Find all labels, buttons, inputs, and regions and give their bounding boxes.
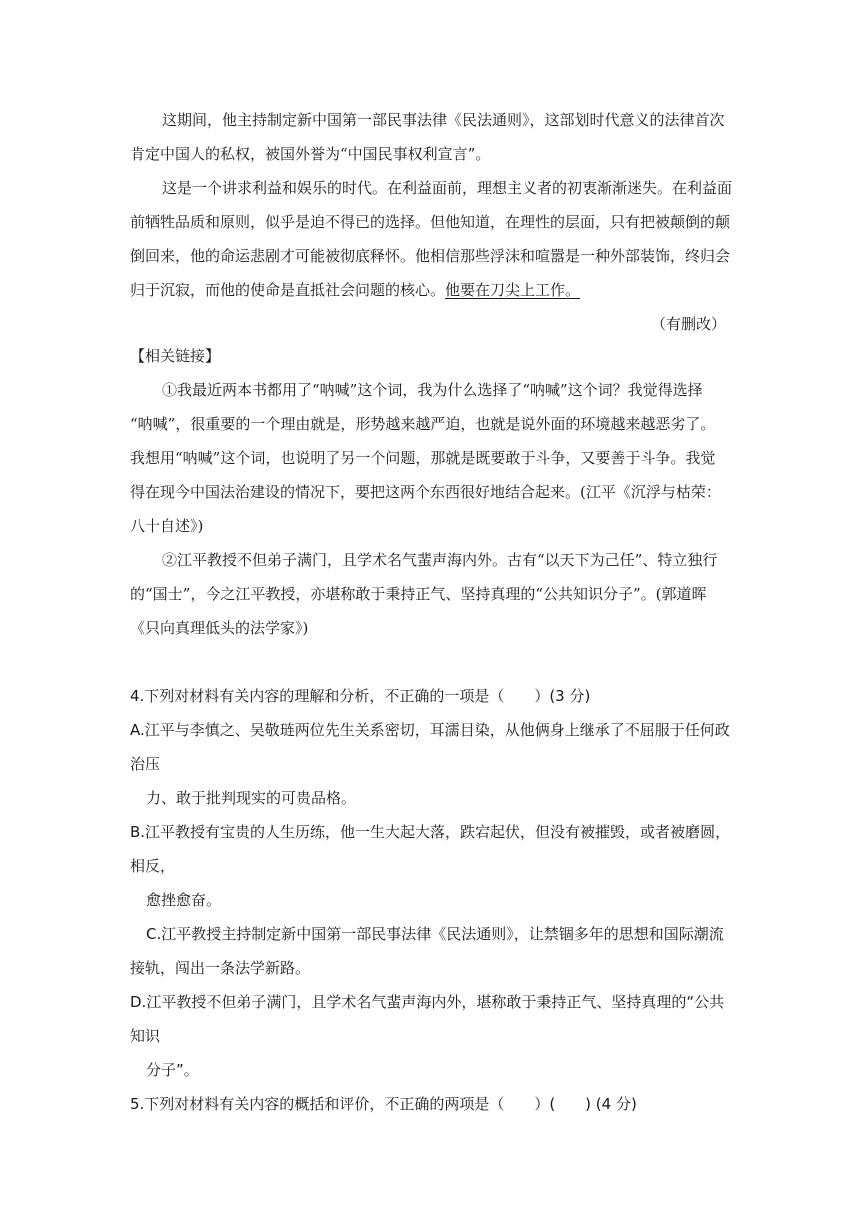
q4-option-b-line1: B.江平教授有宝贵的人生历练，他一生大起大落，跌宕起伏，但没有被摧毁，或者被磨圆， — [130, 823, 731, 841]
q4-option-b-line2: 相反， — [130, 857, 176, 875]
q4-option-d-line3: 分子”。 — [146, 1061, 199, 1079]
q4-option-d-line1: D.江平教授不但弟子满门，且学术名气蜚声海内外，堪称敢于秉持正气、坚持真理的“公共 — [130, 993, 725, 1011]
q4-option-c-line2: 接轨，闯出一条法学新路。 — [130, 959, 311, 977]
q4-option-d-line2: 知识 — [130, 1027, 161, 1045]
edit-note: （有删改） — [650, 315, 726, 333]
link-item1-line2: “呐喊”，很重要的一个理由就是，形势越来越严迫，也就是说外面的环境越来越恶劣了。 — [130, 415, 716, 433]
question-5-stem: 5.下列对材料有关内容的概括和评价，不正确的两项是（ ）( ) (4 分) — [130, 1095, 637, 1113]
link-item1-line5: 八十自述》) — [130, 517, 204, 535]
passage-p2-line4 — [130, 280, 740, 300]
q4-option-a-line1: A.江平与李慎之、吴敬琏两位先生关系密切，耳濡目染，从他俩身上继承了不屈服于任何政 — [130, 721, 730, 739]
q4-option-b-line3: 愈挫愈奋。 — [146, 891, 222, 909]
question-4-stem: 4.下列对材料有关内容的理解和分析，不正确的一项是（ ）(3 分) — [130, 687, 591, 705]
link-item2-line2: 的“国士”，今之江平教授，亦堪称敢于秉持正气、坚持真理的“公共知识分子”。(郭道晖 — [130, 585, 707, 603]
link-item1-line4: 得在现今中国法治建设的情况下，要把这两个东西很好地结合起来。(江平《沉浮与枯荣： — [130, 483, 721, 501]
passage-p1-line2: 肯定中国人的私权，被国外誉为“中国民事权利宣言”。 — [130, 145, 491, 163]
q4-option-a-line2: 治压 — [130, 755, 161, 773]
link-item2-line3: 《只向真理低头的法学家》) — [130, 619, 309, 637]
passage-p1-line1: 这期间，他主持制定新中国第一部民事法律《民法通则》，这部划时代意义的法律首次 — [162, 111, 725, 129]
q4-option-a-line3: 力、敢于批判现实的可贵品格。 — [146, 789, 357, 807]
passage-p2-line1: 这是一个讲求利益和娱乐的时代。在利益面前，理想主义者的初衷渐渐迷失。在利益面 — [162, 179, 733, 197]
q4-option-c-line1: C.江平教授主持制定新中国第一部民事法律《民法通则》，让禁锢多年的思想和国际潮流 — [146, 925, 724, 943]
passage-p2-line3: 倒回来，他的命运悲剧才可能被彻底释怀。他相信那些浮沫和喧嚣是一种外部装饰，终归会 — [130, 247, 731, 265]
link-item2-line1: ②江平教授不但弟子满门，且学术名气蜚声海内外。古有“以天下为己任”、特立独行 — [162, 551, 718, 569]
related-links-heading: 【相关链接】 — [130, 347, 221, 365]
link-item1-line3: 我想用“呐喊”这个词，也说明了另一个问题，那就是既要敢于斗争，又要善于斗争。我觉 — [130, 449, 716, 467]
link-item1-line1: ①我最近两本书都用了“呐喊”这个词，我为什么选择了“呐喊”这个词？我觉得选择 — [162, 381, 703, 399]
passage-underlined-sentence: 他要在刀尖上工作。 — [445, 281, 581, 299]
passage-p2-line4-text: 归于沉寂，而他的使命是直抵社会问题的核心。 — [130, 281, 446, 299]
passage-p2-line2: 前牺牲品质和原则，似乎是迫不得已的选择。但他知道，在理性的层面，只有把被颠倒的颠 — [130, 213, 731, 231]
